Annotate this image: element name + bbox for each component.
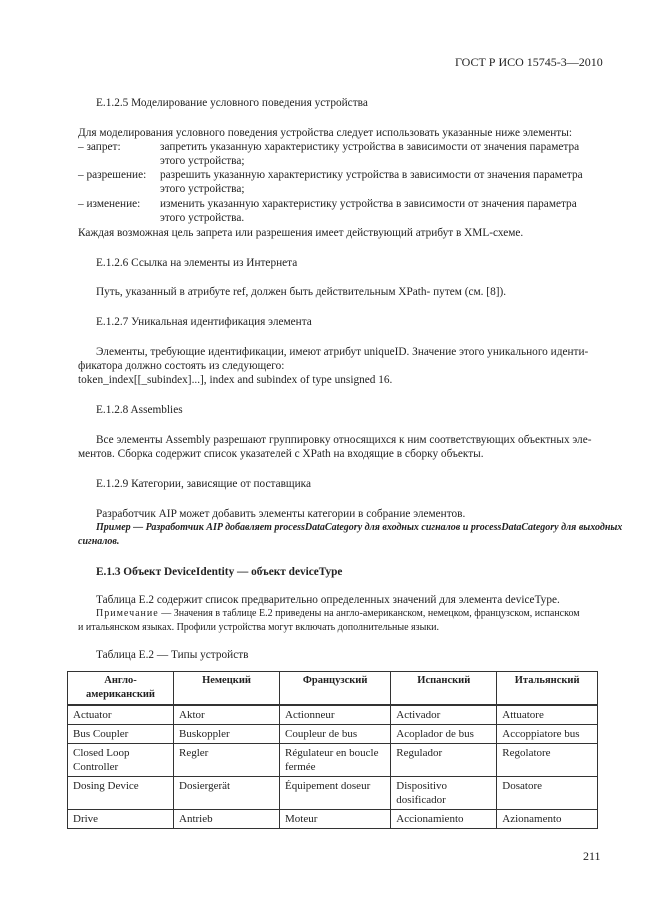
list-text: этого устройства. [160,212,245,224]
paragraph: Для моделирования условного поведения устройства следует использовать указанные ниже элементы: [78,127,572,139]
list-term: – изменение: [78,198,141,210]
list-term: – разрешение: [78,169,147,181]
paragraph: Таблица E.2 содержит список предварительно определенных значений для элемента deviceType. [96,594,560,606]
col-header: Французский [280,672,391,706]
table-header-row [68,672,598,706]
page-header: ГОСТ Р ИСО 15745-3—2010 [455,55,603,69]
table-cell: Acoplador de bus [391,725,497,744]
table-row [68,725,598,744]
col-header: Испанский [391,672,497,706]
table-row [68,777,598,810]
paragraph: Каждая возможная цель запрета или разрешения имеет действующий атрибут в XML-схеме. [78,227,524,239]
paragraph: token_index[[_subindex]...], index and subindex of type unsigned 16. [78,374,393,386]
table-cell: Dosatore [497,777,598,810]
page-number: 211 [583,849,601,863]
table-cell: Régulateur en boucle fermée [280,744,391,777]
paragraph: Все элементы Assembly разрешают группировку относящихся к ним соответствующих объектных эле- [96,434,592,446]
paragraph: фикатора должно состоять из следующего: [78,360,285,372]
table-row [68,705,598,725]
example: Пример — Разработчик AIP добавляет processDataCategory для входных сигналов и processDataCategory для выходных [96,522,623,533]
col-header: Немецкий [174,672,280,706]
note-text: и итальянском языках. Профили устройства могут включать дополнительные языки. [78,622,440,633]
section-heading: E.1.2.9 Категории, зависящие от поставщика [96,478,311,490]
section-heading: E.1.2.5 Моделирование условного поведения устройства [96,97,368,109]
list-term: – запрет: [78,141,121,153]
table-cell: Accionamiento [391,810,497,829]
table-cell: Dispositivo dosificador [391,777,497,810]
table-cell: Accoppiatore bus [497,725,598,744]
section-heading: E.1.3 Объект DeviceIdentity — объект deviceType [96,566,343,578]
table-cell: Actionneur [280,705,391,725]
example: сигналов. [78,536,120,547]
list-text: изменить указанную характеристику устройства в зависимости от значения параметра [160,198,577,210]
table-row [68,810,598,829]
table-cell: Coupleur de bus [280,725,391,744]
table-cell: Regulador [391,744,497,777]
table-title: Таблица E.2 — Типы устройств [96,649,249,661]
table-cell: Moteur [280,810,391,829]
table-cell: Drive [68,810,174,829]
paragraph: Разработчик AIP может добавить элементы категории в собрание элементов. [96,508,466,520]
table-cell: Aktor [174,705,280,725]
paragraph: ментов. Сборка содержит список указателей с XPath на входящие в сборку объекты. [78,448,484,460]
table-cell: Équipement doseur [280,777,391,810]
col-header: Англо-американский [68,672,174,706]
list-text: этого устройства; [160,155,245,167]
col-header: Итальянский [497,672,598,706]
section-heading: E.1.2.6 Ссылка на элементы из Интернета [96,257,298,269]
table-cell: Regolatore [497,744,598,777]
table-cell: Closed Loop Controller [68,744,174,777]
table-cell: Buskoppler [174,725,280,744]
device-types-table [67,671,598,829]
table-cell: Dosing Device [68,777,174,810]
table-cell: Activador [391,705,497,725]
table-row [68,744,598,777]
table-cell: Attuatore [497,705,598,725]
table-cell: Azionamento [497,810,598,829]
section-heading: E.1.2.7 Уникальная идентификация элемента [96,316,312,328]
paragraph: Путь, указанный в атрибуте ref, должен быть действительным XPath- путем (см. [8]). [96,286,507,298]
table-cell: Antrieb [174,810,280,829]
table-cell: Regler [174,744,280,777]
note-label: Примечание [96,608,159,619]
list-text: запретить указанную характеристику устройства в зависимости от значения параметра [160,141,580,153]
table-cell: Actuator [68,705,174,725]
note-text: — Значения в таблице E.2 приведены на англо-американском, немецком, французском, испанском [158,608,580,619]
paragraph: Элементы, требующие идентификации, имеют атрибут uniqueID. Значение этого уникального иденти- [96,346,589,358]
table-cell: Bus Coupler [68,725,174,744]
list-text: разрешить указанную характеристику устройства в зависимости от значения параметра [160,169,583,181]
section-heading: E.1.2.8 Assemblies [96,404,183,416]
table-cell: Dosiergerät [174,777,280,810]
list-text: этого устройства; [160,183,245,195]
